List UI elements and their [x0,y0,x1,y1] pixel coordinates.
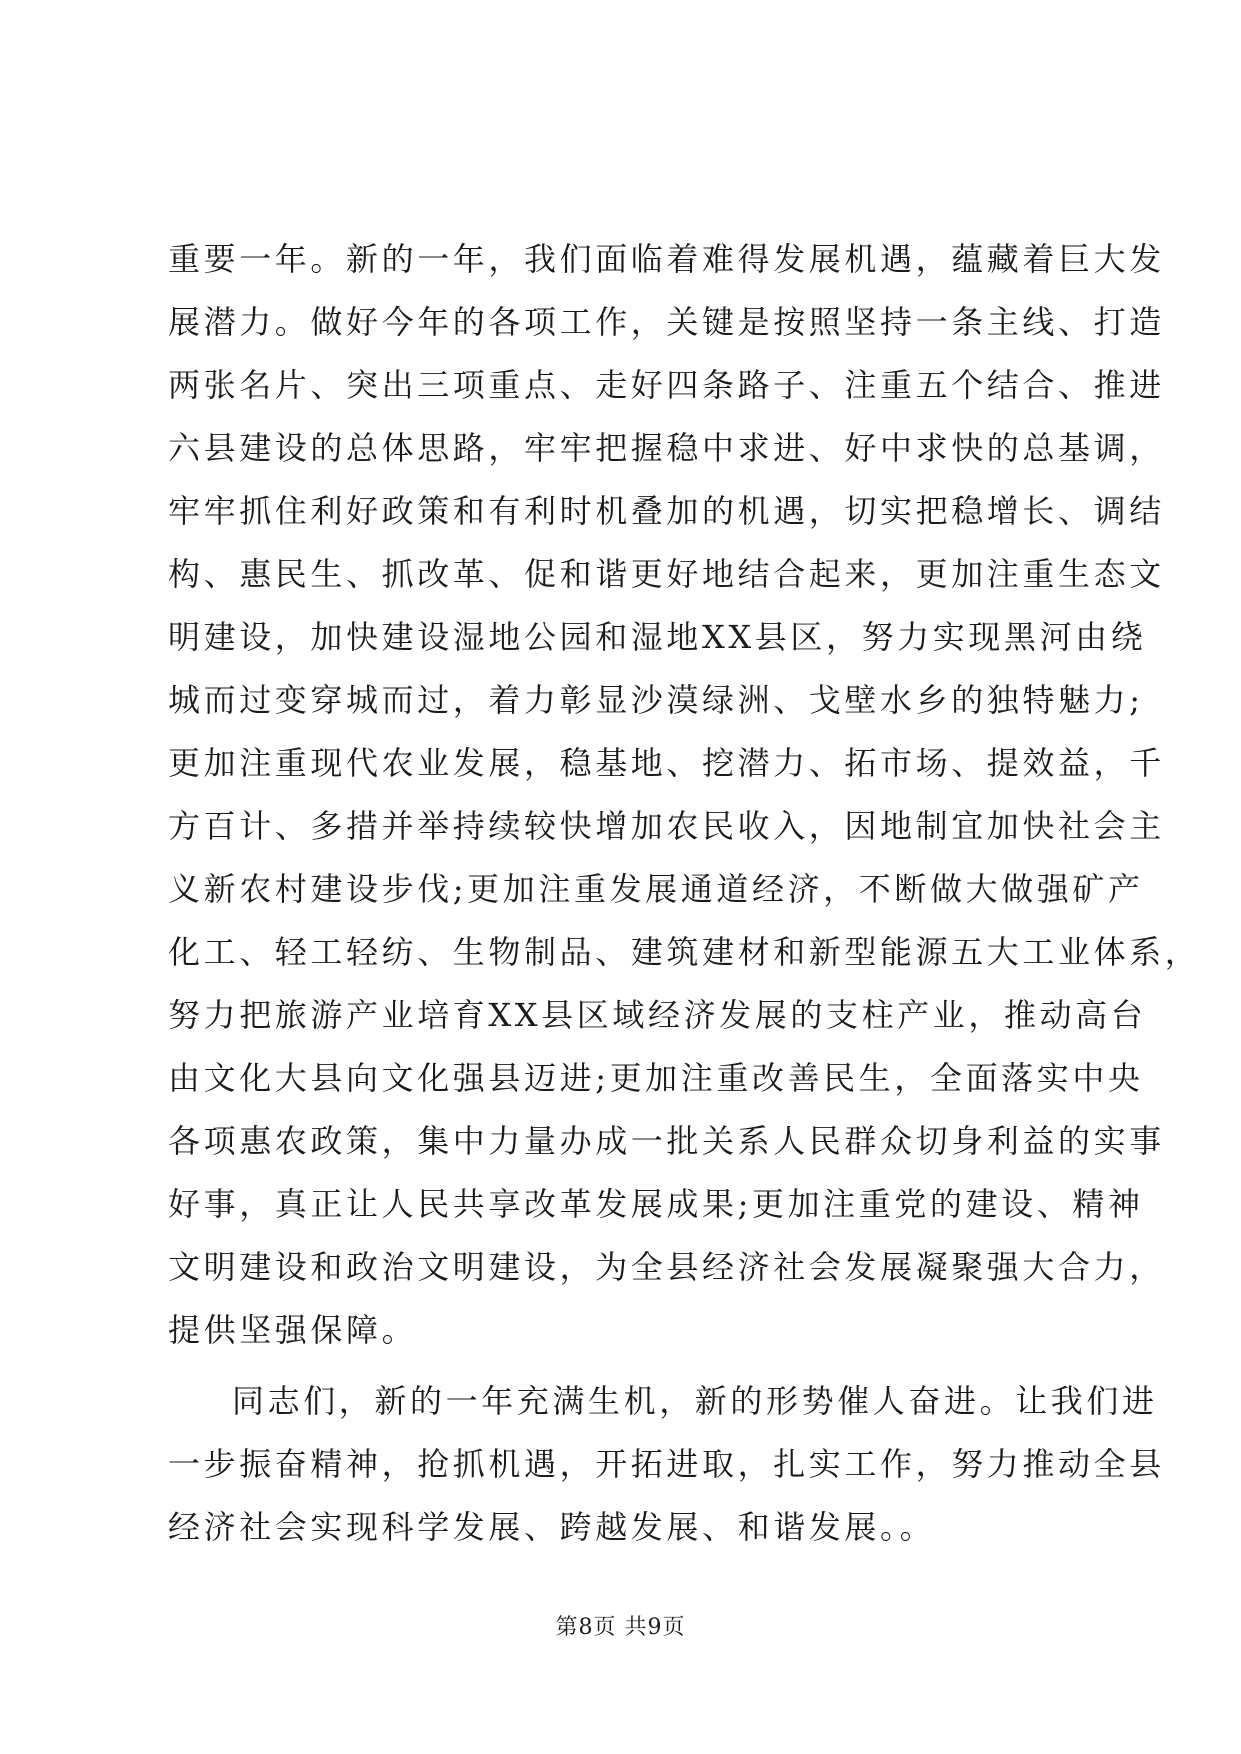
text-line: 努力把旅游产业培育XX县区域经济发展的支柱产业，推动高台 [168,996,1147,1034]
text-line: 同志们，新的一年充满生机，新的形势催人奋进。让我们进 [232,1382,1158,1420]
text-line: 更加注重现代农业发展，稳基地、挖潜力、拓市场、提效益，千 [168,744,1165,782]
text-line: 方百计、多措并举持续较快增加农民收入，因地制宜加快社会主 [168,807,1165,845]
text-line: 展潜力。做好今年的各项工作，关键是按照坚持一条主线、打造 [168,303,1165,341]
text-line: 构、惠民生、抓改革、促和谐更好地结合起来，更加注重生态文 [168,555,1165,593]
text-line: 牢牢抓住利好政策和有利时机叠加的机遇，切实把稳增长、调结 [168,492,1165,530]
paragraph-2 [168,1370,1165,1559]
text-line: 重要一年。新的一年，我们面临着难得发展机遇，蕴藏着巨大发 [168,240,1165,278]
text-line: 义新农村建设步伐;更加注重发展通道经济，不断做大做强矿产 [168,870,1144,908]
document-body [168,228,1201,1559]
paragraph-1 [168,228,1201,1362]
text-line: 文明建设和政治文明建设，为全县经济社会发展凝聚强大合力， [168,1248,1165,1286]
text-line: 明建设，加快建设湿地公园和湿地XX县区，努力实现黑河由绕 [168,618,1147,656]
text-line: 各项惠农政策，集中力量办成一批关系人民群众切身利益的实事 [168,1122,1165,1160]
paragraph-spacer [168,1362,1098,1370]
text-line: 一步振奋精神，抢抓机遇，开拓进取，扎实工作，努力推动全县 [168,1445,1165,1483]
text-line: 城而过变穿城而过，着力彰显沙漠绿洲、戈壁水乡的独特魅力; [168,681,1144,719]
text-line: 提供坚强保障。 [168,1311,418,1349]
page-number-footer: 第8页 共9页 [555,1615,686,1640]
text-line: 化工、轻工轻纺、生物制品、建筑建材和新型能源五大工业体系， [168,933,1201,971]
text-line: 由文化大县向文化强县迈进;更加注重改善民生，全面落实中央 [168,1059,1144,1097]
text-line: 好事，真正让人民共享改革发展成果;更加注重党的建设、精神 [168,1185,1144,1223]
text-line: 两张名片、突出三项重点、走好四条路子、注重五个结合、推进 [168,366,1165,404]
text-line: 经济社会实现科学发展、跨越发展、和谐发展。。 [168,1508,936,1546]
text-line: 六县建设的总体思路，牢牢把握稳中求进、好中求快的总基调， [168,429,1165,467]
